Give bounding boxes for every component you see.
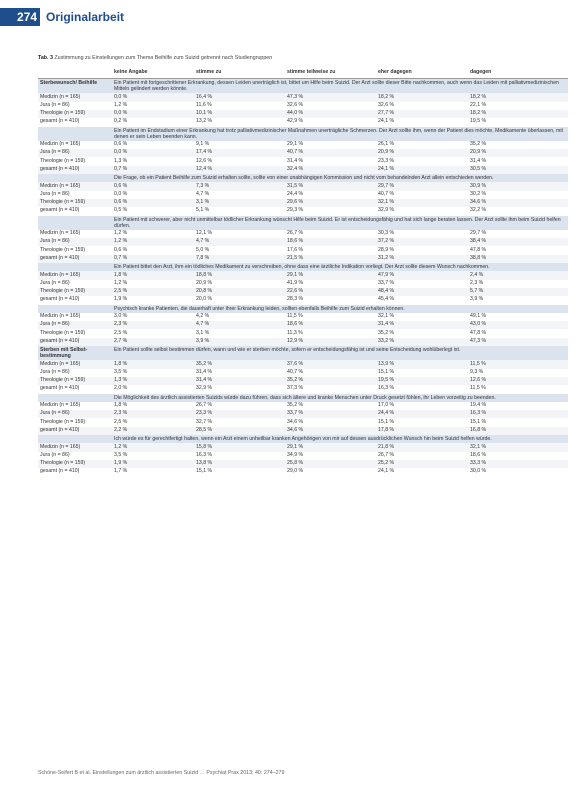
table-cell: 28,3 % <box>287 296 304 303</box>
page-number: 274 <box>0 8 40 26</box>
table-cell: 31,4 % <box>376 321 468 329</box>
table-cell: 1,8 % <box>112 271 194 279</box>
table-cell: 16,3 % <box>196 451 213 458</box>
table-caption <box>38 55 568 61</box>
row-label: gesamt (n = 410) <box>38 166 112 174</box>
table-cell: 19,4 % <box>470 402 487 409</box>
statement-text: Ein Patient bittet den Arzt, ihm ein tödliches Medikament zu verschreiben, ohne dass eine ärztliche Indikation vorliegt. Der Arzt sollte diesem Wunsch nachkommen. <box>112 263 568 271</box>
table-cell: 47,9 % <box>376 271 468 279</box>
table-cell: 0,6 % <box>114 246 128 253</box>
table-cell: 3,5 % <box>114 451 128 458</box>
table-cell: 1,2 % <box>112 443 194 451</box>
table-cell: 47,8 % <box>470 246 487 253</box>
row-label: gesamt (n = 410) <box>38 427 112 435</box>
group-label <box>38 435 112 443</box>
table-cell: 3,1 % <box>196 329 210 336</box>
table-cell: 15,1 % <box>378 368 395 375</box>
column-header: stimme zu <box>194 66 285 79</box>
table-cell: 9,3 % <box>470 368 484 375</box>
table-cell: 2,2 % <box>112 427 194 435</box>
table-cell: 4,7 % <box>194 238 285 246</box>
table-cell: 35,2 % <box>378 329 395 336</box>
table-cell: 32,6 % <box>378 101 395 108</box>
table-row <box>38 296 568 304</box>
table-cell: 11,5 % <box>287 313 303 320</box>
statement-row <box>38 394 568 402</box>
table-cell: 35,2 % <box>285 377 376 385</box>
table-cell: 11,5 % <box>470 385 486 392</box>
statement-row <box>38 263 568 271</box>
table-cell: 47,3 % <box>468 338 568 346</box>
table-cell: 2,0 % <box>114 385 128 392</box>
table-cell: 30,9 % <box>468 182 568 190</box>
table-row <box>38 280 568 288</box>
table-cell: 32,1 % <box>376 199 468 207</box>
table-cell: 12,4 % <box>194 166 285 174</box>
table-cell: 15,8 % <box>194 443 285 451</box>
table-cell: 35,2 % <box>287 402 304 409</box>
table-cell: 22,6 % <box>285 288 376 296</box>
table-row <box>38 230 568 238</box>
table-cell: 18,2 % <box>468 93 568 101</box>
table-cell: 11,6 % <box>196 101 212 108</box>
table-cell: 26,7 % <box>196 402 213 409</box>
statement-text: Ein Patient mit fortgeschrittener Erkrankung, dessen Leiden unerträglich ist, bittet um Hilfe beim Suizid. Der Arzt sollte dieser Bitte nachkommen, auch wenn das Leiden mit palliativmedizinischen Mitteln gelindert werden könnte. <box>112 79 568 94</box>
table-cell: 30,2 % <box>470 190 487 197</box>
table-row <box>38 427 568 435</box>
table-cell: 19,5 % <box>470 118 487 125</box>
statement-row <box>38 435 568 443</box>
table-cell: 17,6 % <box>287 246 304 253</box>
table-row <box>38 166 568 174</box>
table-cell: 0,0 % <box>112 93 194 101</box>
column-header: stimme teilweise zu <box>285 66 376 79</box>
table-cell: 47,3 % <box>285 93 376 101</box>
table-cell: 1,9 % <box>114 296 128 303</box>
table-cell: 16,3 % <box>468 410 568 418</box>
column-header: keine Angabe <box>112 66 194 79</box>
row-label: Jura (n = 86) <box>40 279 70 286</box>
table-cell: 35,2 % <box>194 360 285 368</box>
table-cell: 2,3 % <box>112 410 194 418</box>
statement-row <box>38 305 568 313</box>
row-label: gesamt (n = 410) <box>40 118 80 125</box>
table-cell: 26,7 % <box>378 451 395 458</box>
table-row <box>38 410 568 418</box>
row-label: Medizin (n = 165) <box>38 443 112 451</box>
page-header <box>0 8 587 26</box>
table-cell: 3,5 % <box>114 368 128 375</box>
table-cell: 1,2 % <box>112 238 194 246</box>
row-label: Jura (n = 86) <box>40 451 70 458</box>
table-cell: 0,0 % <box>112 110 194 118</box>
statement-text: Psychisch kranke Patienten, die dauerhaft unter ihrer Erkrankung leiden, sollten ebenfalls Beihilfe zum Suizid erhalten können. <box>112 305 568 313</box>
table-row <box>38 149 568 157</box>
row-label: Jura (n = 86) <box>38 149 112 157</box>
row-label: Theologie (n = 159) <box>40 246 86 253</box>
table-cell: 1,2 % <box>114 230 128 237</box>
table-cell: 32,4 % <box>285 166 376 174</box>
table-row <box>38 110 568 118</box>
table-cell: 18,6 % <box>285 321 376 329</box>
table-cell: 16,8 % <box>468 427 568 435</box>
table-cell: 23,3 % <box>378 157 395 164</box>
table-row <box>38 443 568 451</box>
table-cell: 47,8 % <box>470 329 487 336</box>
row-label: Theologie (n = 159) <box>40 418 86 425</box>
table-body <box>38 79 568 477</box>
table-cell: 0,7 % <box>112 255 194 263</box>
table-cell: 0,0 % <box>112 149 194 157</box>
table-cell: 0,5 % <box>114 207 128 214</box>
table-cell: 17,8 % <box>376 427 468 435</box>
group-label <box>38 174 112 182</box>
statement-text: Die Frage, ob ein Patient Beihilfe zum Suizid erhalten sollte, sollte von einer unabhängigen Kommission und nicht vom behandelnden Arzt allein entschieden werden. <box>112 174 568 182</box>
statement-row <box>38 174 568 182</box>
table-cell: 20,9 % <box>196 279 213 286</box>
table-cell: 40,7 % <box>285 149 376 157</box>
table-cell: 24,1 % <box>378 468 395 475</box>
table-cell: 31,4 % <box>196 368 213 375</box>
table-cell: 34,6 % <box>285 427 376 435</box>
table-row <box>38 191 568 199</box>
table-cell: 29,7 % <box>470 230 487 237</box>
table-cell: 18,2 % <box>468 110 568 118</box>
table-cell: 2,3 % <box>470 279 484 286</box>
table-cell: 29,6 % <box>285 199 376 207</box>
table-cell: 2,4 % <box>468 271 568 279</box>
table-cell: 1,8 % <box>114 402 128 409</box>
row-label: Medizin (n = 165) <box>38 93 112 101</box>
row-label: Jura (n = 86) <box>40 190 70 197</box>
table-cell: 32,9 % <box>378 207 395 214</box>
column-header: dagegen <box>468 66 568 79</box>
statement-text: Ein Patient sollte selbst bestimmen dürfen, wann und wie er sterben möchte, sofern er entscheidungsfähig ist und seine Entscheidung wohlüberlegt ist. <box>112 346 568 360</box>
table-cell: 32,1 % <box>468 443 568 451</box>
table-row <box>38 288 568 296</box>
table-cell: 17,0 % <box>378 402 395 409</box>
table-cell: 24,4 % <box>376 410 468 418</box>
table-cell: 23,3 % <box>194 410 285 418</box>
table-cell: 37,2 % <box>376 238 468 246</box>
table-row <box>38 452 568 460</box>
row-label: gesamt (n = 410) <box>40 296 80 303</box>
column-header: eher dagegen <box>376 66 468 79</box>
table-cell: 5,0 % <box>196 246 210 253</box>
table-row <box>38 246 568 254</box>
table-cell: 0,6 % <box>112 182 194 190</box>
row-label: gesamt (n = 410) <box>38 338 112 346</box>
table-cell: 3,9 % <box>194 338 285 346</box>
table-cell: 18,6 % <box>285 238 376 246</box>
row-label: Medizin (n = 165) <box>38 182 112 190</box>
table-cell: 13,2 % <box>196 118 213 125</box>
table-cell: 29,1 % <box>285 443 376 451</box>
table-cell: 32,6 % <box>287 101 304 108</box>
table-cell: 1,3 % <box>112 377 194 385</box>
table-cell: 30,5 % <box>468 166 568 174</box>
table-cell: 49,1 % <box>470 313 487 320</box>
table-cell: 48,4 % <box>376 288 468 296</box>
table-cell: 43,0 % <box>468 321 568 329</box>
survey-table <box>38 66 568 477</box>
row-label: Jura (n = 86) <box>40 101 70 108</box>
page-footer: Schöne-Seifert B et al. Einstellungen zum ärztlich assistierten Suizid … Psychiat Prax 2013; 40: 274–279 <box>38 770 285 776</box>
table-row <box>38 141 568 149</box>
table-row <box>38 377 568 385</box>
table-cell: 16,3 % <box>378 385 395 392</box>
table-row <box>38 182 568 190</box>
table-cell: 40,7 % <box>378 190 395 197</box>
statement-text: Ein Patient im Endstadium einer Erkrankung hat trotz palliativmedizinischer Maßnahmen unerträgliche Schmerzen. Der Arzt sollte ihm, wenn der Patient dies möchte, Medikamente überlassen, mit denen er sein Leben beenden kann. <box>112 127 568 141</box>
table-cell: 21,8 % <box>376 443 468 451</box>
table-row <box>38 329 568 337</box>
row-label: Theologie (n = 159) <box>38 110 112 118</box>
table-cell: 0,0 % <box>114 190 128 197</box>
table-cell: 1,9 % <box>112 460 194 468</box>
group-label <box>38 127 112 141</box>
table-cell: 29,7 % <box>376 182 468 190</box>
table-cell: 44,0 % <box>285 110 376 118</box>
table-cell: 12,6 % <box>196 157 213 164</box>
table-cell: 12,6 % <box>468 377 568 385</box>
statement-row <box>38 216 568 230</box>
row-label: Medizin (n = 165) <box>40 230 81 237</box>
table-cell: 24,1 % <box>378 118 395 125</box>
table-cell: 16,4 % <box>194 93 285 101</box>
table-cell: 4,7 % <box>194 321 285 329</box>
table-cell: 29,1 % <box>285 271 376 279</box>
table-cell: 13,8 % <box>194 460 285 468</box>
group-label <box>38 394 112 402</box>
table-row <box>38 385 568 393</box>
table-cell: 32,1 % <box>378 313 395 320</box>
row-label: gesamt (n = 410) <box>40 385 80 392</box>
table-cell: 3,0 % <box>114 313 128 320</box>
table-cell: 12,9 % <box>285 338 376 346</box>
table-cell: 34,6 % <box>468 199 568 207</box>
statement-text: Die Möglichkeit des ärztlich assistierten Suizids würde dazu führen, dass sich ältere und kranke Menschen unter Druck gesetzt fühlen, ihr Leben vorzeitig zu beenden. <box>112 394 568 402</box>
column-header <box>38 66 112 79</box>
table-cell: 29,0 % <box>287 468 304 475</box>
row-label: Jura (n = 86) <box>38 238 112 246</box>
table-cell: 2,5 % <box>114 418 128 425</box>
table-cell: 31,2 % <box>376 255 468 263</box>
table-cell: 37,6 % <box>285 360 376 368</box>
table-row <box>38 360 568 368</box>
table-row <box>38 460 568 468</box>
table-row <box>38 271 568 279</box>
table-cell: 37,3 % <box>287 385 304 392</box>
table-cell: 24,4 % <box>287 190 304 197</box>
row-label: Theologie (n = 159) <box>38 288 112 296</box>
table-cell: 3,1 % <box>194 199 285 207</box>
row-label: Medizin (n = 165) <box>38 271 112 279</box>
table-row <box>38 402 568 410</box>
table-cell: 3,9 % <box>470 296 484 303</box>
table-cell: 2,5 % <box>112 288 194 296</box>
table-row <box>38 255 568 263</box>
table-cell: 31,5 % <box>285 182 376 190</box>
table-row <box>38 207 568 215</box>
table-cell: 18,8 % <box>194 271 285 279</box>
table-cell: 41,9 % <box>287 279 304 286</box>
statement-text: Ich würde es für gerechtfertigt halten, wenn ein Arzt einem unheilbar kranken Angehörigen von mir auf dessen ausdrücklichen Wunsch hin beim Suizid helfen würde. <box>112 435 568 443</box>
table-row <box>38 157 568 165</box>
table-cell: 24,1 % <box>376 166 468 174</box>
statement-row <box>38 127 568 141</box>
group-label: Sterben mit Selbst-bestimmung <box>38 346 112 360</box>
table-cell: 30,3 % <box>378 230 395 237</box>
table-cell: 15,1 % <box>378 418 395 425</box>
table-row <box>38 418 568 426</box>
table-cell: 38,8 % <box>468 255 568 263</box>
table-cell: 18,6 % <box>470 451 487 458</box>
table-cell: 40,7 % <box>287 368 304 375</box>
table-cell: 4,7 % <box>196 190 210 197</box>
table-cell: 29,1 % <box>287 141 304 148</box>
table-cell: 21,5 % <box>285 255 376 263</box>
row-label: Medizin (n = 165) <box>40 313 81 320</box>
row-label: Jura (n = 86) <box>38 410 112 418</box>
table-cell: 20,9 % <box>468 149 568 157</box>
table-cell: 9,1 % <box>196 141 210 148</box>
group-label <box>38 263 112 271</box>
table-cell: 0,6 % <box>114 141 128 148</box>
table-cell: 11,5 % <box>468 360 568 368</box>
table-cell: 34,9 % <box>287 451 304 458</box>
table-cell: 26,7 % <box>287 230 304 237</box>
table-cell: 7,8 % <box>194 255 285 263</box>
row-label: Theologie (n = 159) <box>38 199 112 207</box>
table-cell: 28,5 % <box>194 427 285 435</box>
row-label: Jura (n = 86) <box>40 368 70 375</box>
table-cell: 0,6 % <box>112 199 194 207</box>
table-cell: 34,6 % <box>287 418 304 425</box>
table-cell: 31,4 % <box>470 157 487 164</box>
table-cell: 2,7 % <box>112 338 194 346</box>
group-label: Sterbewunsch/ Beihilfe <box>38 79 112 94</box>
table-cell: 31,4 % <box>287 157 304 164</box>
table-cell: 12,1 % <box>196 230 213 237</box>
table-cell: 20,8 % <box>194 288 285 296</box>
table-cell: 33,3 % <box>468 460 568 468</box>
table-cell: 33,7 % <box>285 410 376 418</box>
table-row <box>38 321 568 329</box>
table-cell: 1,7 % <box>114 468 128 475</box>
table-row <box>38 338 568 346</box>
row-label: Jura (n = 86) <box>38 321 112 329</box>
table-row <box>38 102 568 110</box>
table-cell: 28,9 % <box>378 246 395 253</box>
statement-row <box>38 79 568 94</box>
table-cell: 1,2 % <box>114 279 128 286</box>
table-row <box>38 118 568 126</box>
row-label: gesamt (n = 410) <box>40 468 80 475</box>
table-cell: 13,9 % <box>376 360 468 368</box>
table-cell: 20,0 % <box>196 296 213 303</box>
table-cell: 0,7 % <box>112 166 194 174</box>
table-cell: 1,2 % <box>114 101 128 108</box>
table-cell: 32,9 % <box>196 385 213 392</box>
table-row <box>38 369 568 377</box>
row-label: gesamt (n = 410) <box>38 255 112 263</box>
table-cell: 32,7 % <box>196 418 213 425</box>
table-cell: 1,8 % <box>112 360 194 368</box>
table-cell: 25,8 % <box>285 460 376 468</box>
table-cell: 19,5 % <box>376 377 468 385</box>
row-label: Theologie (n = 159) <box>38 377 112 385</box>
table-cell: 25,2 % <box>376 460 468 468</box>
statement-text: Ein Patient mit schwerer, aber nicht unmittelbar tödlicher Erkrankung wünscht Hilfe beim Suizid. Er ist entscheidungsfähig und hat sich lange beraten lassen. Der Arzt sollte ihm beim Suizid helfen dürfen. <box>112 216 568 230</box>
table-cell: 15,1 % <box>470 418 487 425</box>
table-cell: 38,4 % <box>468 238 568 246</box>
table-row <box>38 199 568 207</box>
table-cell: 4,2 % <box>196 313 210 320</box>
table-cell: 32,2 % <box>470 207 487 214</box>
row-label: Medizin (n = 165) <box>38 360 112 368</box>
row-label: gesamt (n = 410) <box>40 207 80 214</box>
table-cell: 11,3 % <box>287 329 303 336</box>
table-header-row <box>38 66 568 79</box>
table-cell: 35,2 % <box>470 141 487 148</box>
table-row <box>38 468 568 476</box>
table-cell: 7,3 % <box>194 182 285 190</box>
row-label: Theologie (n = 159) <box>40 329 86 336</box>
statement-row <box>38 346 568 360</box>
table-cell: 42,9 % <box>287 118 304 125</box>
table-cell: 2,5 % <box>114 329 128 336</box>
table-row <box>38 238 568 246</box>
table-cell: 22,1 % <box>470 101 487 108</box>
table-row <box>38 93 568 101</box>
table-cell: 26,1 % <box>378 141 395 148</box>
caption-text: Zustimmung zu Einstellungen zum Thema Beihilfe zum Suizid getrennt nach Studiengruppen <box>54 55 273 61</box>
row-label: Theologie (n = 159) <box>40 157 86 164</box>
table-cell: 1,3 % <box>114 157 128 164</box>
table-cell: 17,4 % <box>194 149 285 157</box>
row-label: Theologie (n = 159) <box>38 460 112 468</box>
table-cell: 27,7 % <box>376 110 468 118</box>
table-cell: 45,4 % <box>378 296 395 303</box>
table-cell: 0,2 % <box>114 118 128 125</box>
table-cell: 15,1 % <box>196 468 213 475</box>
table-cell: 33,2 % <box>376 338 468 346</box>
table-cell: 30,0 % <box>470 468 487 475</box>
table-cell: 20,9 % <box>376 149 468 157</box>
table-cell: 18,2 % <box>376 93 468 101</box>
row-label: Medizin (n = 165) <box>40 402 81 409</box>
section-title: Originalarbeit <box>46 10 125 24</box>
table-cell: 2,3 % <box>112 321 194 329</box>
table-cell: 33,7 % <box>378 279 395 286</box>
group-label <box>38 216 112 230</box>
caption-label: Tab. 3 <box>38 55 53 61</box>
table-cell: 5,1 % <box>196 207 210 214</box>
table-cell: 5,7 % <box>468 288 568 296</box>
row-label: Medizin (n = 165) <box>40 141 81 148</box>
table-cell: 10,1 % <box>194 110 285 118</box>
table-cell: 29,3 % <box>287 207 304 214</box>
table-row <box>38 313 568 321</box>
group-label <box>38 305 112 313</box>
table-cell: 31,4 % <box>194 377 285 385</box>
